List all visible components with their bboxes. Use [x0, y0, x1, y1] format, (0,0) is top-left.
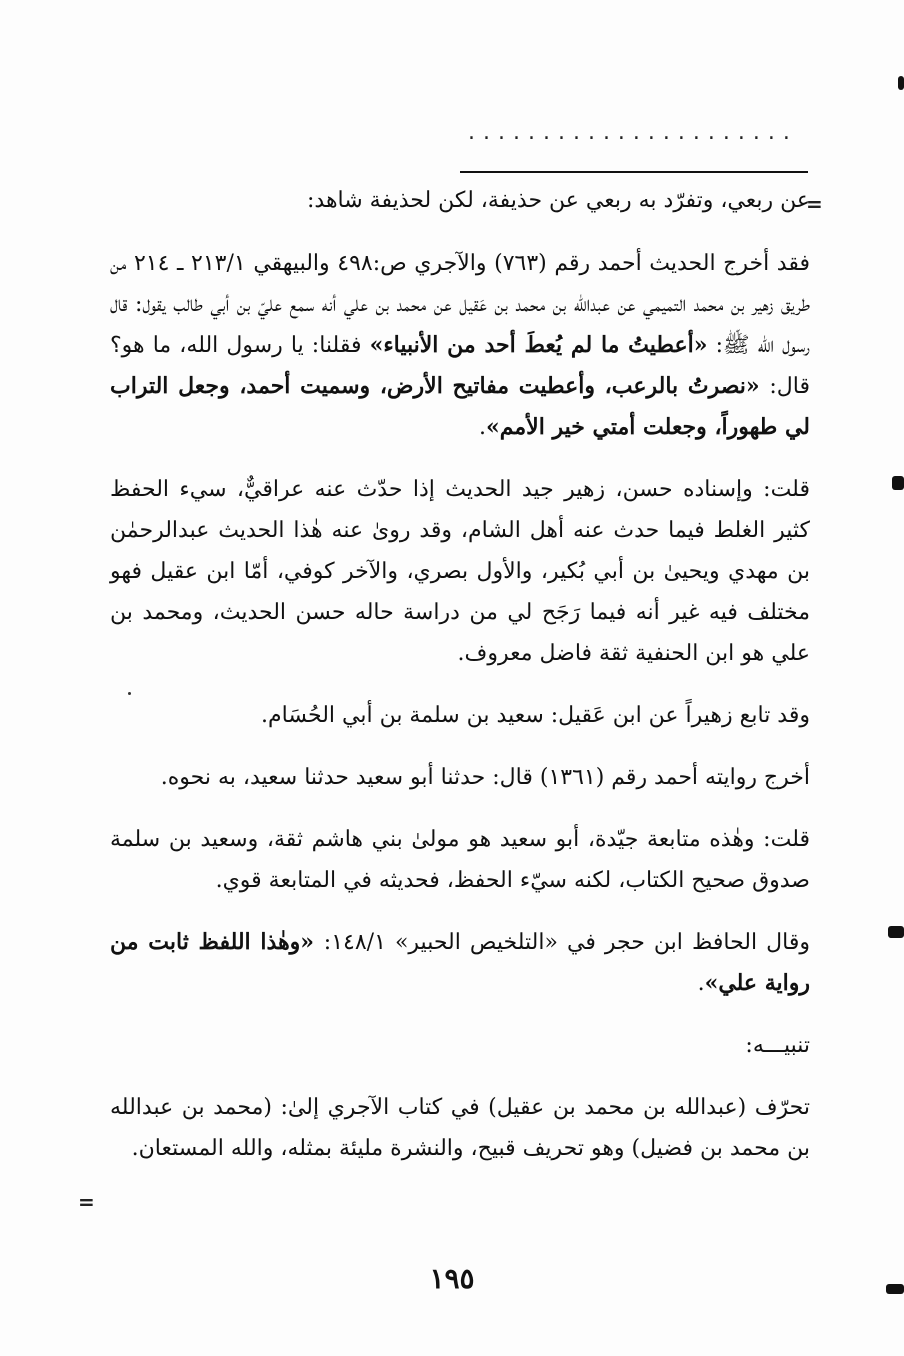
paragraph-ahmad-narration	[110, 757, 810, 798]
scan-edge-mark	[886, 1284, 904, 1294]
paragraph-mutaba-assessment	[110, 819, 810, 901]
footnote-separator-rule	[460, 171, 808, 173]
scan-speck	[128, 692, 131, 695]
paragraph-text: .	[479, 415, 486, 440]
paragraph-tahrif-note	[110, 1087, 810, 1169]
paragraph-takhrij	[110, 243, 810, 448]
page-body	[110, 180, 810, 1190]
note-heading	[110, 1025, 810, 1066]
paragraph-text: وقال الحافظ ابن حجر في «التلخيص الحبير» ١٤٨/١:	[323, 930, 810, 955]
paragraph-text: أخرج روايته أحمد رقم (١٣٦١) قال: حدثنا أبو سعيد حدثنا سعيد، به نحوه.	[160, 765, 810, 790]
page-number: ١٩٥	[429, 1262, 475, 1295]
hadith-quote: «نصرتُ بالرعب، وأعطيت مفاتيح الأرض، وسميت أحمد، وجعل التراب لي طهوراً، وجعلت أمتي خير الأمم»	[110, 373, 810, 440]
quote-text: «وهٰذا اللفظ ثابت من رواية علي»	[110, 929, 810, 996]
footnote-dots: ......................	[468, 120, 798, 140]
hadith-quote: «أعطيتُ ما لم يُعطَ أحد من الأنبياء»	[369, 332, 708, 358]
scan-edge-mark	[892, 476, 904, 490]
paragraph-text: فقد أخرج الحديث أحمد رقم (٧٦٣) والآجري ص:٤٩٨ والبيهقي ٢١٣/١ ـ ٢١٤ من طريق زهير بن محمد التميمي عن عبدالله بن محمد بن عَقيل عن محمد بن علي أنه سمع عليّ بن أبي طالب يقول: قال رسول الله ﷺ:	[110, 251, 811, 358]
paragraph-isnad-assessment	[110, 469, 810, 674]
paragraph-mutaba	[110, 695, 810, 736]
paragraph-ibn-hajar	[110, 922, 810, 1004]
paragraph-text: فقلنا: يا رسول الله، ما هو؟ قال:	[110, 333, 810, 399]
paragraph-text: تحرّف (عبدالله بن محمد بن عقيل) في كتاب الآجري إلىٰ: (محمد بن عبدالله بن محمد بن فضيل) وهو تحريف قبيح، والنشرة مليئة بمثله، والله المستعان.	[110, 1095, 810, 1161]
continuation-mark-top: =	[806, 192, 823, 216]
scan-edge-mark	[898, 76, 904, 90]
paragraph-text: تنبيـــه:	[745, 1033, 810, 1058]
paragraph-text: قلت: وإسناده حسن، زهير جيد الحديث إذا حدّث عنه عراقيٌّ، سيء الحفظ كثير الغلط فيما حدث عنه أهل الشام، وقد روىٰ عنه هٰذا الحديث عبدالرحمٰن بن مهدي ويحيىٰ بن أبي بُكير، والأول بصري، والآخر كوفي، أمّا ابن عقيل فهو مختلف فيه غير أنه فيما رَجَح لي من دراسة حاله حسن الحديث، ومحمد بن علي هو ابن الحنفية ثقة فاضل معروف.	[110, 477, 810, 666]
scan-edge-mark	[888, 926, 904, 938]
continuation-mark-bottom: =	[78, 1190, 95, 1214]
paragraph-text: عن ربعي، وتفرّد به ربعي عن حذيفة، لكن لحذيفة شاهد:	[306, 188, 810, 213]
paragraph-text: وقد تابع زهيراً عن ابن عَقيل: سعيد بن سلمة بن أبي الحُسَام.	[261, 703, 810, 728]
paragraph-text: .	[697, 971, 705, 996]
paragraph-hadith-source	[110, 180, 810, 221]
paragraph-text: قلت: وهٰذه متابعة جيّدة، أبو سعيد هو مولىٰ بني هاشم ثقة، وسعيد بن سلمة صدوق صحيح الكتاب، لكنه سيّء الحفظ، فحديثه في المتابعة قوي.	[110, 827, 810, 893]
